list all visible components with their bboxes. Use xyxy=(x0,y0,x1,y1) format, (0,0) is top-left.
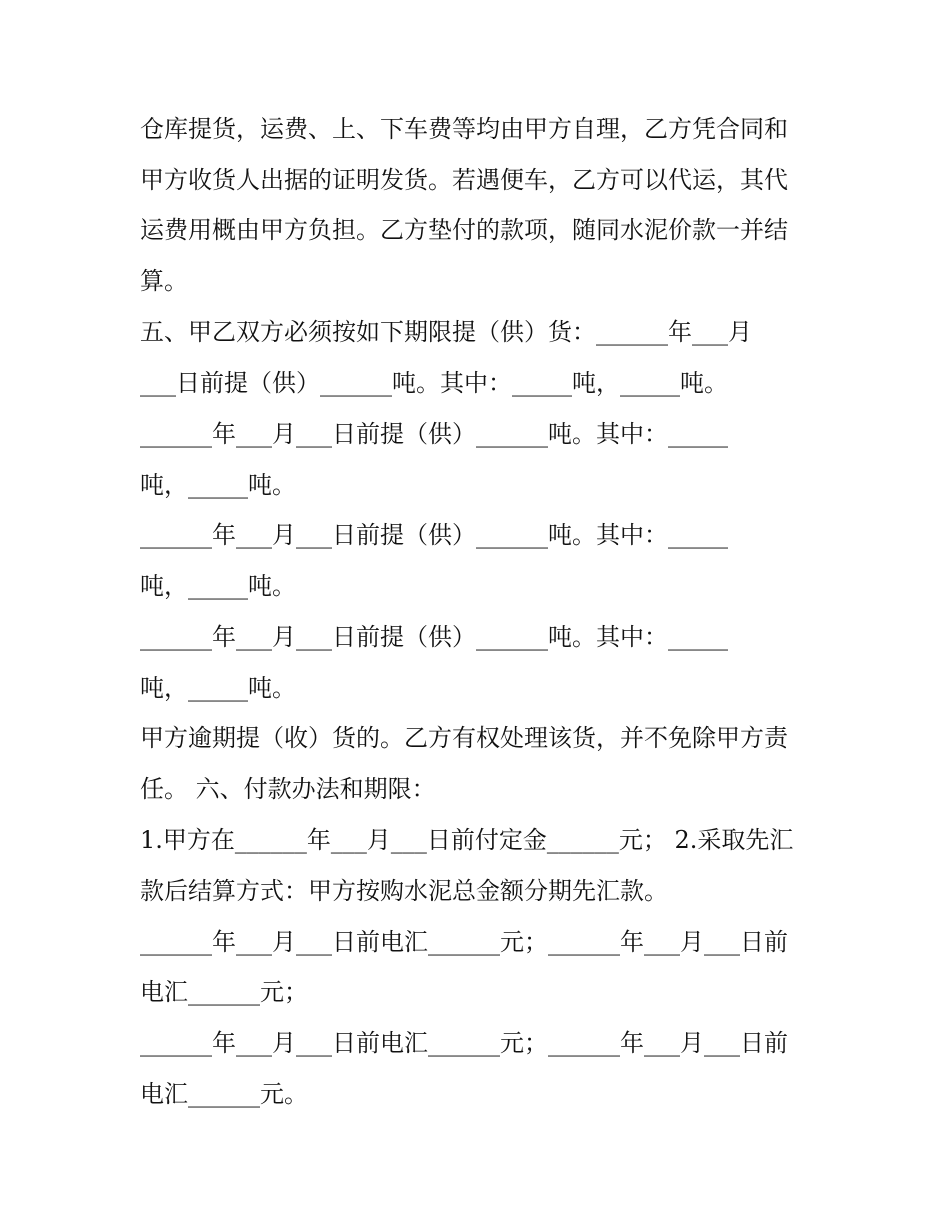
text-line: 电汇______元； xyxy=(140,978,308,1006)
text-line: 吨，_____吨。 xyxy=(140,471,296,499)
text-line: 吨，_____吨。 xyxy=(140,674,296,702)
text-line: 仓库提货，运费、上、下车费等均由甲方自理，乙方凭合同和 xyxy=(140,115,788,143)
text-line: ______年___月___日前电汇______元；______年___月___日前 xyxy=(140,928,788,956)
text-line: 五、甲乙双方必须按如下期限提（供）货：______年___月 xyxy=(140,318,752,346)
text-line: ______年___月___日前提（供）______吨。其中：_____ xyxy=(140,623,728,651)
text-line: ______年___月___日前提（供）______吨。其中：_____ xyxy=(140,521,728,549)
text-line: 款后结算方式：甲方按购水泥总金额分期先汇款。 xyxy=(140,877,668,905)
text-line: 电汇______元。 xyxy=(140,1080,308,1108)
text-line: ___日前提（供）______吨。其中：_____吨，_____吨。 xyxy=(140,369,728,397)
text-line: ______年___月___日前电汇______元；______年___月___日前 xyxy=(140,1029,788,1057)
text-line: 运费用概由甲方负担。乙方垫付的款项，随同水泥价款一并结 xyxy=(140,216,788,244)
text-line: 算。 xyxy=(140,267,188,295)
text-line: 甲方收货人出据的证明发货。若遇便车，乙方可以代运，其代 xyxy=(140,166,788,194)
text-line: ______年___月___日前提（供）______吨。其中：_____ xyxy=(140,420,728,448)
text-line: 吨，_____吨。 xyxy=(140,572,296,600)
text-line: 甲方逾期提（收）货的。乙方有权处理该货，并不免除甲方责 xyxy=(140,724,788,752)
text-line: 1.甲方在______年___月___日前付定金______元； 2.采取先汇 xyxy=(140,826,794,854)
text-line: 任。 六、付款办法和期限： xyxy=(140,775,436,803)
